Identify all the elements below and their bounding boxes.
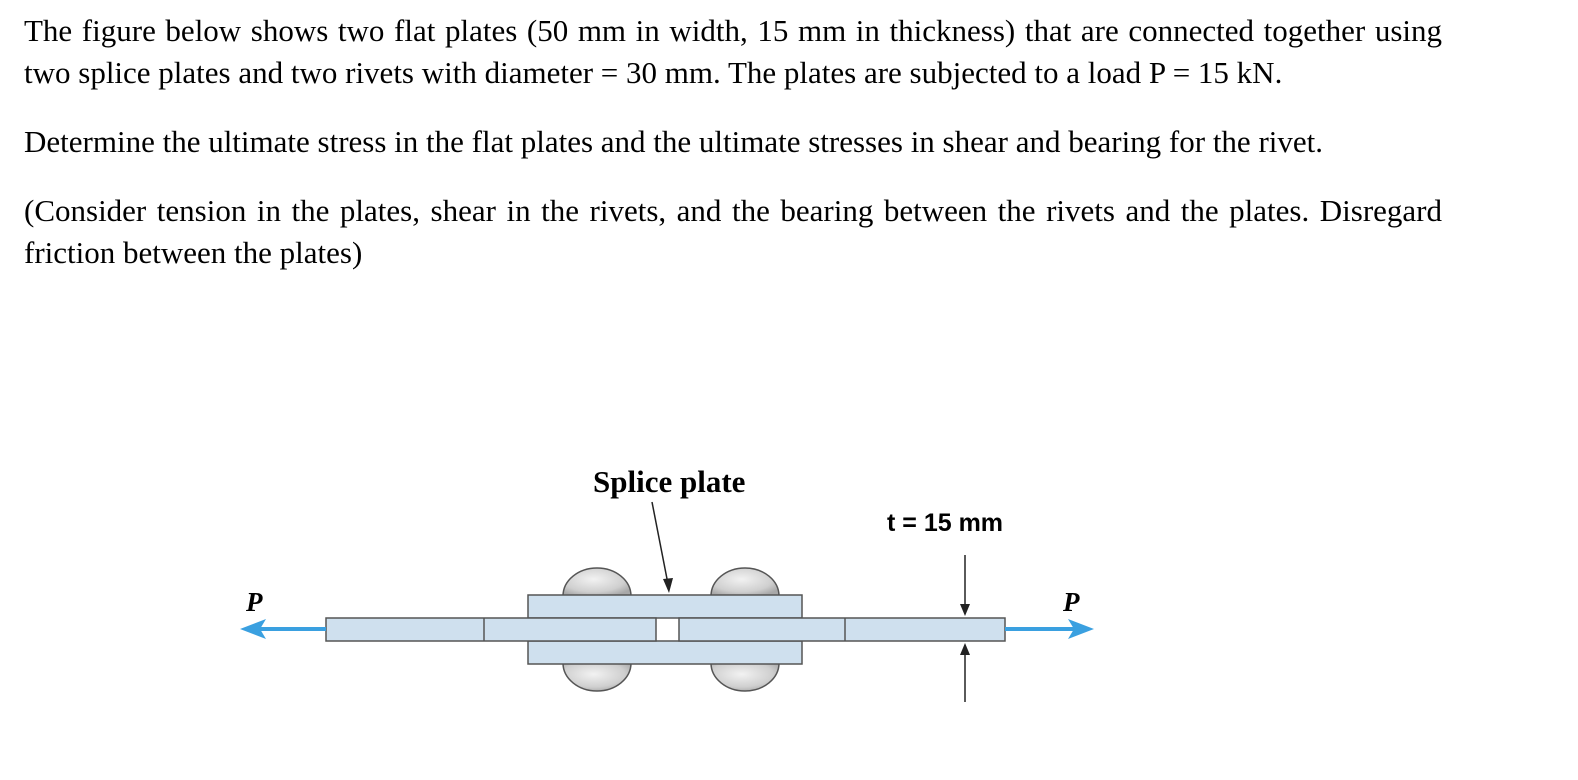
- flat-plate-right: [679, 618, 1005, 641]
- problem-paragraph-2: Determine the ultimate stress in the flat plates and the ultimate stresses in shear and bearing for the rivet.: [24, 124, 1324, 159]
- problem-paragraph-1: The figure below shows two flat plates (50 mm in width, 15 mm in thickness) that are connected together using two splice plates and two rivets with diameter = 30 mm. The plates are subjected to a load P = 15 kN.: [24, 13, 1442, 90]
- thickness-label: t = 15 mm: [887, 509, 1004, 537]
- splice-plate-label: Splice plate: [593, 464, 746, 499]
- problem-paragraph-3: (Consider tension in the plates, shear in the rivets, and the bearing between the rivets and the plates. Disregard friction between the plates): [24, 193, 1442, 270]
- rivet-head-bottom-left: [563, 663, 631, 691]
- splice-plate-leader-arrowhead: [663, 578, 673, 593]
- load-label-right: P: [1063, 587, 1080, 617]
- splice-plate-bottom: [528, 641, 802, 664]
- thickness-arrowhead-bottom: [960, 643, 970, 655]
- thickness-arrowhead-top: [960, 604, 970, 616]
- load-label-left: P: [246, 587, 263, 617]
- rivet-head-bottom-right: [711, 663, 779, 691]
- flat-plate-left: [326, 618, 656, 641]
- rivet-head-top-right: [711, 568, 779, 596]
- splice-plate-top: [528, 595, 802, 618]
- splice-plate-leader-line: [652, 502, 668, 584]
- rivet-head-top-left: [563, 568, 631, 596]
